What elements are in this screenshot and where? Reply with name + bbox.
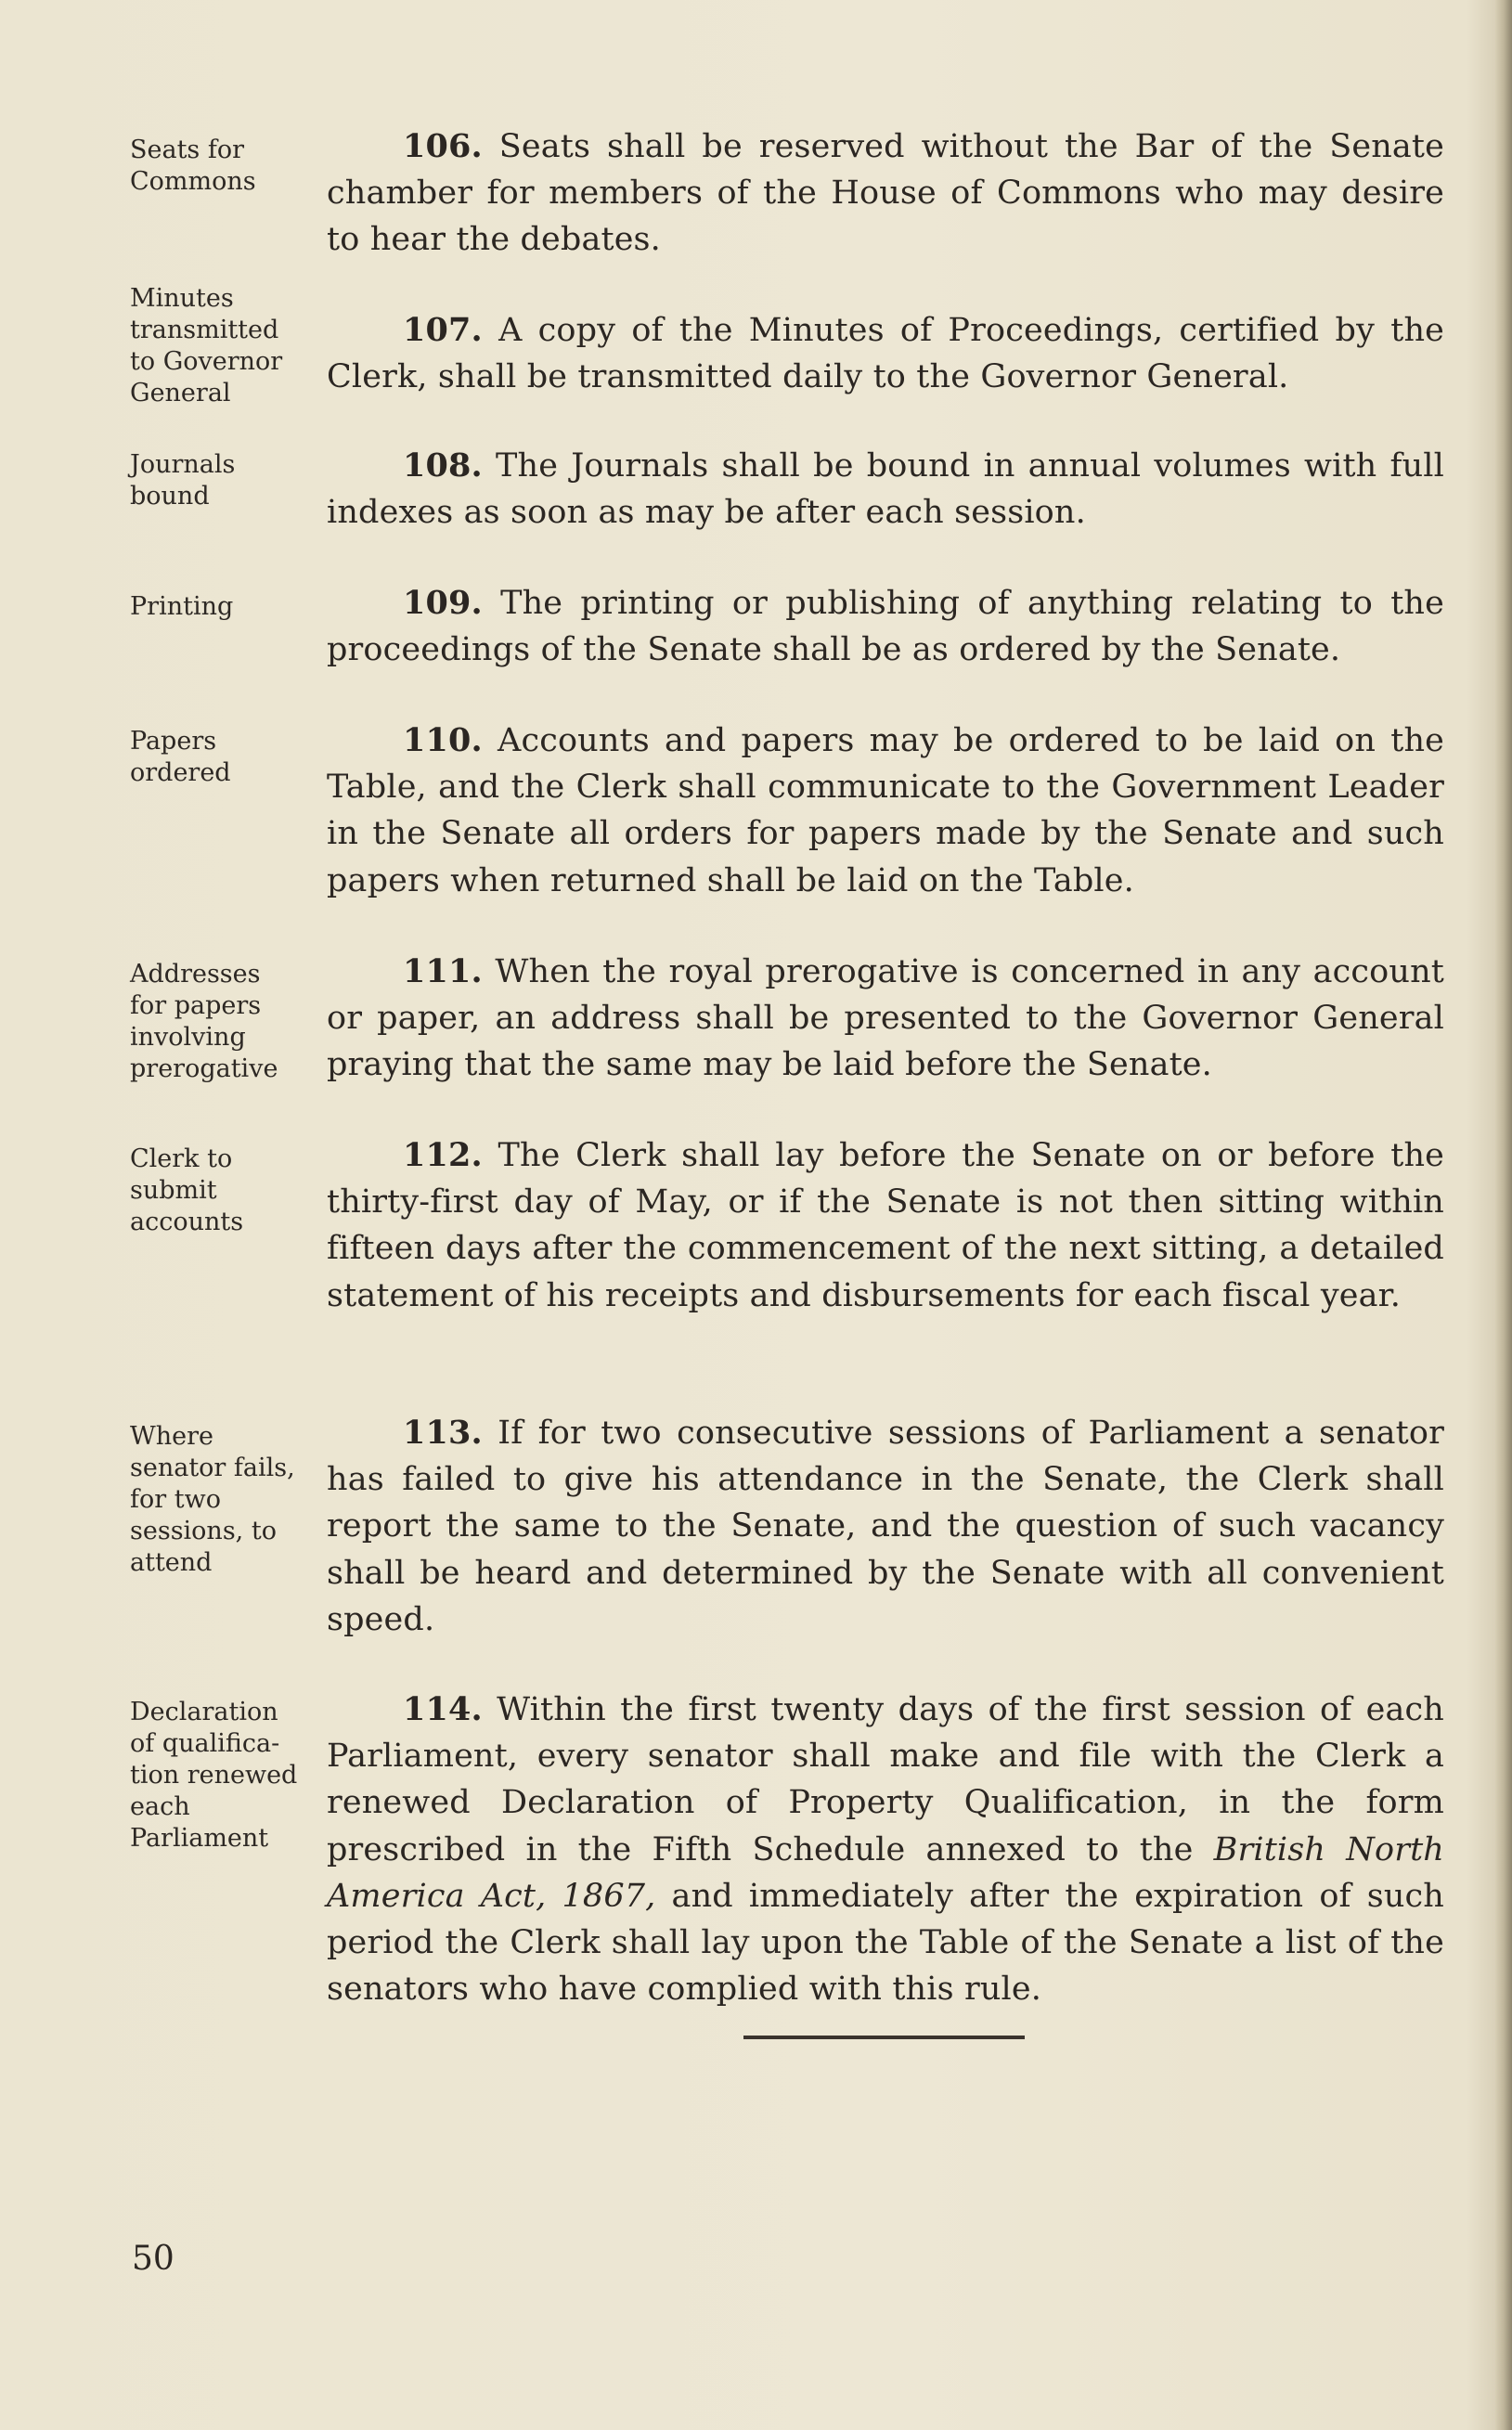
rule-number-112: 112. — [403, 1136, 483, 1174]
rule-number-111: 111. — [403, 952, 483, 990]
rule-text-112: The Clerk shall lay before the Senate on or before the thirty-first day of May, or if the Senate is not then sitting within fifteen days after the commencement of the next sitting, a detailed statement of his receipts and disbursements for each fiscal year. — [327, 1137, 1444, 1314]
section-divider — [743, 2036, 1025, 2039]
rule-text-114-part-1: Within the first twenty days of the first session of each Parliament, every senator shall make and file with the Clerk a renewed Declaration of Property Qualification, in the form prescribed in the Fifth Schedule annexed to the — [327, 1691, 1444, 1868]
rule-text-111: When the royal prerogative is concerned in any account or paper, an address shall be presented to the Governor General praying that the same may be laid before the Senate. — [327, 953, 1445, 1084]
rule-text-110: Accounts and papers may be ordered to be laid on the Table, and the Clerk shall communicate to the Government Leader in the Senate all orders for papers made by the Senate and such papers when returned shall be laid on the Table. — [327, 722, 1444, 899]
side-note-111: Addresses for papers involving prerogative — [130, 960, 278, 1083]
page-number: 50 — [132, 2240, 174, 2278]
rule-text-109: The printing or publishing of anything relating to the proceedings of the Senate shall be as ordered by the Senate. — [327, 585, 1444, 669]
rule-number-106: 106. — [403, 127, 483, 165]
rule-113 — [327, 1410, 1444, 1643]
rule-number-110: 110. — [403, 721, 483, 759]
rule-112 — [327, 1132, 1444, 1319]
rule-number-114: 114. — [403, 1690, 483, 1728]
rule-text-108: The Journals shall be bound in annual volumes with full indexes as soon as may be after each session. — [327, 447, 1444, 532]
rule-number-108: 108. — [403, 446, 483, 485]
side-note-107: Minutes transmitted to Governor General — [130, 284, 283, 407]
rule-108 — [327, 443, 1444, 536]
rule-text-106: Seats shall be reserved without the Bar of the Senate chamber for members of the House of Commons who may desire to hear the debates. — [327, 128, 1444, 259]
rule-114 — [327, 1687, 1444, 2012]
side-note-106: Seats for Commons — [130, 136, 256, 196]
rule-109 — [327, 580, 1444, 673]
side-note-110: Papers ordered — [130, 727, 231, 787]
rule-110 — [327, 717, 1444, 904]
rule-text-114-part-2: and immediately after the expiration of such period the Clerk shall lay upon the Table of the Senate a list of the senators who have complied with this rule. — [327, 1877, 1444, 2009]
book-spine-edge — [1495, 0, 1512, 2430]
rule-106 — [327, 123, 1444, 264]
rule-text-107: A copy of the Minutes of Proceedings, certified by the Clerk, shall be transmitted daily to the Governor General. — [327, 312, 1444, 396]
side-note-109: Printing — [130, 592, 234, 621]
rule-number-113: 113. — [403, 1414, 483, 1452]
rule-text-113: If for two consecutive sessions of Parliament a senator has failed to give his attendance in the Senate, the Clerk shall report the same to the Senate, and the question of such vacancy shall be heard and determined by the Senate with all convenient speed. — [327, 1415, 1444, 1638]
rule-number-109: 109. — [403, 584, 483, 622]
side-note-113: Where senator fails, for two sessions, to attend — [130, 1422, 295, 1577]
side-note-114: Declaration of qualifica- tion renewed each Parliament — [130, 1698, 298, 1853]
rule-111 — [327, 949, 1444, 1089]
side-note-112: Clerk to submit accounts — [130, 1144, 244, 1236]
side-note-108: Journals bound — [130, 450, 236, 511]
rule-107 — [327, 307, 1444, 400]
act-title-italic: British North America Act, 1867, — [327, 1830, 1444, 1915]
rule-number-107: 107. — [403, 311, 483, 349]
